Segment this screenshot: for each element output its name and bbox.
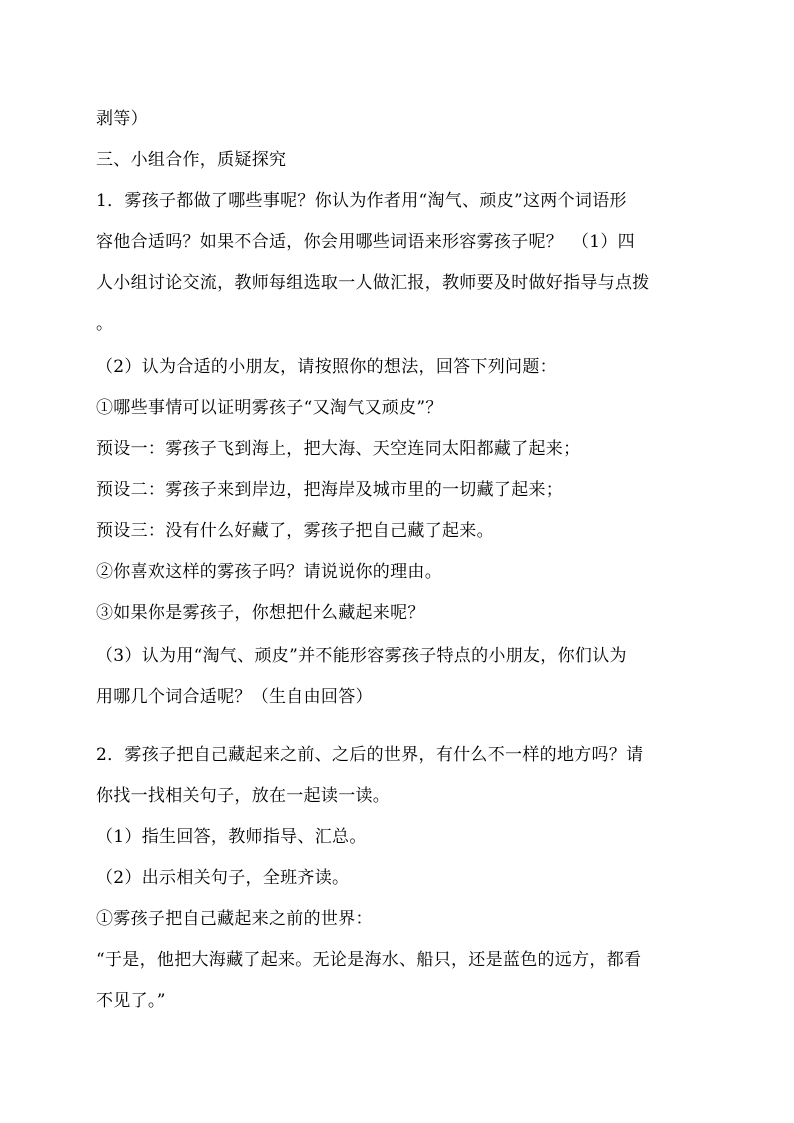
text-line-1: 剥等） bbox=[96, 109, 148, 129]
quote-line-1: “于是，他把大海藏了起来。无论是海水、船只，还是蓝色的远方，都看 bbox=[96, 950, 642, 970]
quote-line-2: 不见了。” bbox=[96, 991, 166, 1011]
q2-circled-item-1: ①雾孩子把自己藏起来之前的世界： bbox=[96, 909, 373, 929]
question-2-line-2: 你找一找相关句子，放在一起读一读。 bbox=[96, 786, 391, 806]
question-1-line-1: 1．雾孩子都做了哪些事呢？你认为作者用“淘气、顽皮”这两个词语形 bbox=[96, 191, 627, 211]
circled-item-1: ①哪些事情可以证明雾孩子“又淘气又顽皮”？ bbox=[96, 398, 443, 418]
section-heading: 三、小组合作，质疑探究 bbox=[96, 150, 287, 170]
question-1-line-2: 容他合适吗？如果不合适，你会用哪些词语来形容雾孩子呢？ （1）四 bbox=[96, 232, 635, 252]
q2-sub-item-1: （1）指生回答，教师指导、汇总。 bbox=[96, 827, 367, 847]
preset-3: 预设三：没有什么好藏了，雾孩子把自己藏了起来。 bbox=[96, 521, 494, 541]
preset-1: 预设一：雾孩子飞到海上，把大海、天空连同太阳都藏了起来； bbox=[96, 439, 581, 459]
question-1-line-3: 人小组讨论交流，教师每组选取一人做汇报，教师要及时做好指导与点拨 bbox=[96, 273, 650, 293]
q2-sub-item-2: （2）出示相关句子，全班齐读。 bbox=[96, 868, 350, 888]
circled-item-2: ②你喜欢这样的雾孩子吗？请说说你的理由。 bbox=[96, 562, 442, 582]
sub-item-2: （2）认为合适的小朋友，请按照你的想法，回答下列问题： bbox=[96, 357, 557, 377]
question-2-line-1: 2．雾孩子把自己藏起来之前、之后的世界，有什么不一样的地方吗？请 bbox=[96, 745, 644, 765]
sub-item-3-line-1: （3）认为用“淘气、顽皮”并不能形容雾孩子特点的小朋友，你们认为 bbox=[96, 646, 627, 666]
sub-item-3-line-2: 用哪几个词合适呢？（生自由回答） bbox=[96, 687, 373, 707]
circled-item-3: ③如果你是雾孩子，你想把什么藏起来呢？ bbox=[96, 603, 425, 623]
preset-2: 预设二：雾孩子来到岸边，把海岸及城市里的一切藏了起来； bbox=[96, 480, 564, 500]
question-1-line-4: 。 bbox=[96, 314, 114, 334]
